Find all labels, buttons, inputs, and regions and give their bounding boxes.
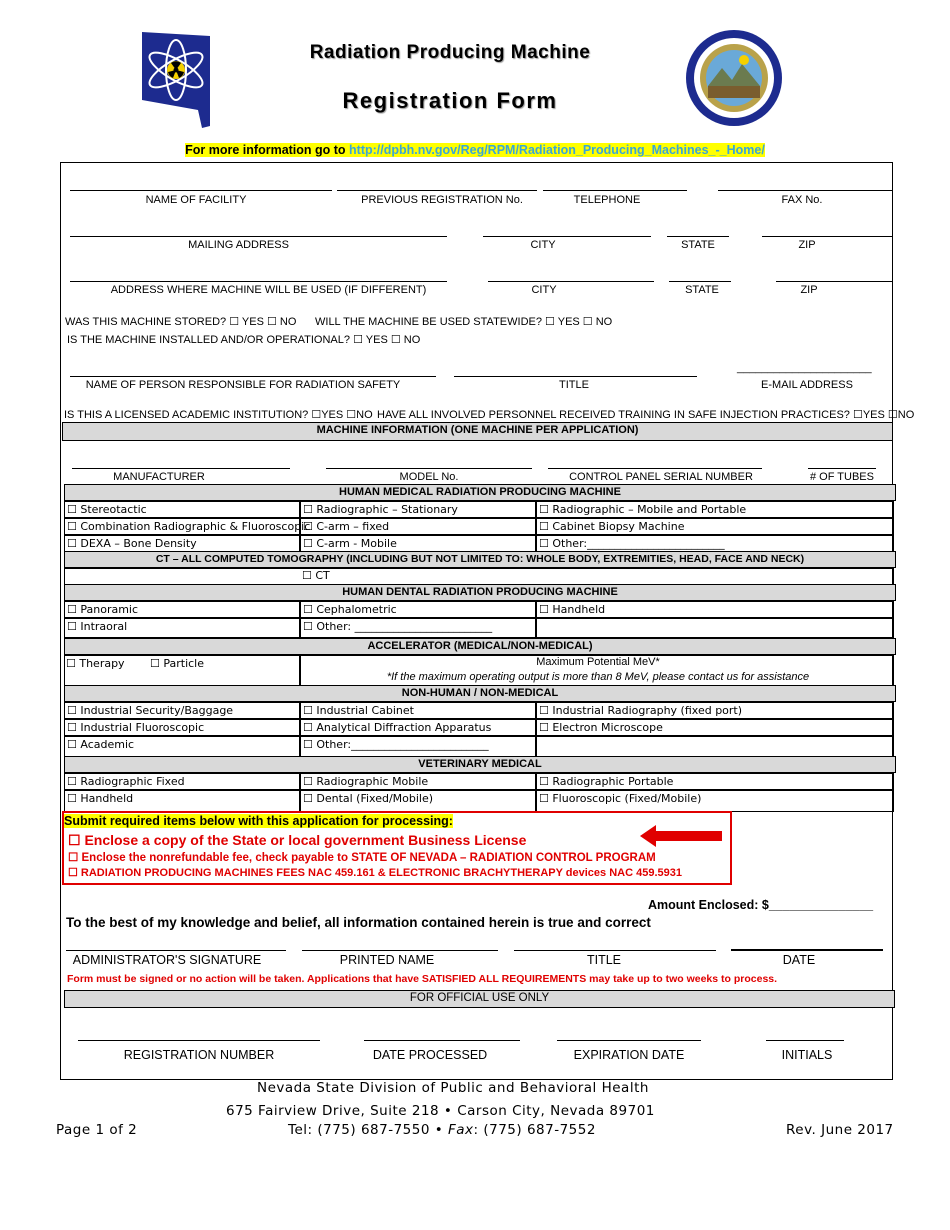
opt-particle[interactable]: ☐ Particle [150,657,205,670]
opt-vet-dental[interactable]: ☐ Dental (Fixed/Mobile) [300,790,536,812]
opt-panoramic[interactable]: ☐ Panoramic [64,601,300,618]
required-heading: Submit required items below with this application for processing: [64,814,453,828]
opt-carm-fixed[interactable]: ☐ C-arm – fixed [300,518,536,535]
page-number: Page 1 of 2 [56,1122,138,1138]
opt-academic[interactable]: ☐ Academic [64,736,300,757]
mailing-address-label: MAILING ADDRESS [188,239,289,251]
info-url-link[interactable]: http://dpbh.nv.gov/Reg/RPM/Radiation_Producing_Machines_-_Home/ [349,143,765,157]
facility-name-label: NAME OF FACILITY [145,194,247,206]
nevada-seal [684,28,784,128]
opt-cephalometric[interactable]: ☐ Cephalometric [300,601,536,618]
fax-label: FAX No. [781,194,823,206]
footer-tel: Tel: (775) 687-7550 • [288,1122,448,1138]
ct-header: CT – ALL COMPUTED TOMOGRAPHY (INCLUDING BUT NOT LIMITED TO: WHOLE BODY, EXTREMITIES, HEAD, FACE AND NECK) [64,551,896,568]
city2-label: CITY [531,284,557,296]
sig-date-label: DATE [782,953,816,967]
opt-industrial-radiography[interactable]: ☐ Industrial Radiography (fixed port) [536,702,894,719]
revision-date: Rev. June 2017 [786,1122,894,1138]
stored-question[interactable]: WAS THIS MACHINE STORED? ☐ YES ☐ NO [65,316,297,328]
initials-label: INITIALS [781,1048,833,1062]
opt-vet-rad-fixed[interactable]: ☐ Radiographic Fixed [64,773,300,790]
info-line [0,143,950,157]
opt-analytical-diffraction[interactable]: ☐ Analytical Diffraction Apparatus [300,719,536,736]
machine-address-label: ADDRESS WHERE MACHINE WILL BE USED (IF DIFFERENT) [110,284,427,296]
opt-dental-other[interactable]: ☐ Other: _________________________ [300,618,536,638]
state2-label: STATE [685,284,719,296]
footer-agency: Nevada State Division of Public and Behavioral Health [257,1080,649,1096]
form-title-line1: Radiation Producing Machine [309,42,591,63]
model-label: MODEL No. [399,471,459,483]
telephone-label: TELEPHONE [573,194,641,206]
state-label: STATE [681,239,715,251]
opt-cabinet-biopsy[interactable]: ☐ Cabinet Biopsy Machine [536,518,894,535]
admin-signature-label: ADMINISTRATOR'S SIGNATURE [72,953,262,967]
sig-title-label: TITLE [586,953,622,967]
registration-number-label: REGISTRATION NUMBER [123,1048,275,1062]
opt-nonhuman-other[interactable]: ☐ Other:_________________________ [300,736,536,757]
opt-dexa[interactable]: ☐ DEXA – Bone Density [64,535,300,552]
training-question[interactable]: HAVE ALL INVOLVED PERSONNEL RECEIVED TRAINING IN SAFE INJECTION PRACTICES? ☐YES ☐NO [377,409,915,421]
radiation-logo [140,30,214,130]
human-medical-header: HUMAN MEDICAL RADIATION PRODUCING MACHINE [64,484,896,501]
opt-industrial-cabinet[interactable]: ☐ Industrial Cabinet [300,702,536,719]
footer-fax-number: : (775) 687-7552 [473,1122,596,1138]
opt-stereotactic[interactable]: ☐ Stereotactic [64,501,300,518]
manufacturer-label: MANUFACTURER [113,471,205,483]
opt-carm-mobile[interactable]: ☐ C-arm - Mobile [300,535,536,552]
zip2-label: ZIP [800,284,818,296]
red-arrow-icon [640,825,724,847]
required-fee[interactable]: ☐ Enclose the nonrefundable fee, check payable to STATE OF NEVADA – RADIATION CONTROL PROGRAM [68,852,656,864]
opt-industrial-security[interactable]: ☐ Industrial Security/Baggage [64,702,300,719]
opt-human-other[interactable]: ☐ Other:_________________________ [536,535,894,552]
opt-combination-rad-fluoro[interactable]: ☐ Combination Radiographic & Fluoroscopic [64,518,300,535]
email-underline: ______________________ [737,362,872,374]
printed-name-label: PRINTED NAME [339,953,435,967]
nonhuman-header: NON-HUMAN / NON-MEDICAL [64,685,896,702]
opt-electron-microscope[interactable]: ☐ Electron Microscope [536,719,894,736]
expiration-date-label: EXPIRATION DATE [573,1048,685,1062]
title-label: TITLE [559,379,589,391]
vet-header: VETERINARY MEDICAL [64,756,896,773]
opt-vet-handheld[interactable]: ☐ Handheld [64,790,300,812]
footer-phone [288,1122,596,1138]
installed-question[interactable]: IS THE MACHINE INSTALLED AND/OR OPERATIONAL? ☐ YES ☐ NO [67,334,421,346]
academic-question[interactable]: IS THIS A LICENSED ACADEMIC INSTITUTION? ☐YES ☐NO [64,409,373,421]
form-title-line2: Registration Form [342,88,558,113]
opt-dental-handheld[interactable]: ☐ Handheld [536,601,894,618]
accelerator-header: ACCELERATOR (MEDICAL/NON-MEDICAL) [64,638,896,655]
serial-label: CONTROL PANEL SERIAL NUMBER [569,471,753,483]
attestation: To the best of my knowledge and belief, all information contained herein is true and correct [66,915,651,930]
info-prefix: For more information go to [185,143,350,157]
opt-vet-rad-mobile[interactable]: ☐ Radiographic Mobile [300,773,536,790]
official-use-header: FOR OFFICIAL USE ONLY [64,990,895,1008]
opt-vet-rad-portable[interactable]: ☐ Radiographic Portable [536,773,894,790]
email-label: E-MAIL ADDRESS [761,379,853,391]
max-mev-label: Maximum Potential MeV* [536,656,660,668]
opt-ct[interactable]: ☐ CT [302,569,330,582]
footer-fax-label: Fax [447,1122,474,1138]
opt-intraoral[interactable]: ☐ Intraoral [64,618,300,638]
mev-note: *If the maximum operating output is more than 8 MeV, please contact us for assistance [386,671,810,683]
dental-empty-cell [536,618,894,638]
responsible-person-label: NAME OF PERSON RESPONSIBLE FOR RADIATION SAFETY [85,379,401,391]
footer-address: 675 Fairview Drive, Suite 218 • Carson City, Nevada 89701 [226,1103,655,1119]
opt-industrial-fluoroscopic[interactable]: ☐ Industrial Fluoroscopic [64,719,300,736]
signature-warning: Form must be signed or no action will be taken. Applications that have SATISFIED ALL REQUIREMENTS may take up to two weeks to process. [67,973,778,985]
zip-label: ZIP [798,239,816,251]
ct-row [64,568,894,585]
city-label: CITY [530,239,556,251]
machine-info-header: MACHINE INFORMATION (ONE MACHINE PER APPLICATION) [62,422,893,441]
date-processed-label: DATE PROCESSED [372,1048,488,1062]
statewide-question[interactable]: WILL THE MACHINE BE USED STATEWIDE? ☐ YES ☐ NO [315,316,613,328]
required-business-license[interactable]: ☐ Enclose a copy of the State or local government Business License [68,832,527,848]
dental-header: HUMAN DENTAL RADIATION PRODUCING MACHINE [64,584,896,601]
opt-therapy[interactable]: ☐ Therapy [66,657,125,670]
nonhuman-empty-cell [536,736,894,757]
opt-vet-fluoroscopic[interactable]: ☐ Fluoroscopic (Fixed/Mobile) [536,790,894,812]
prev-registration-label: PREVIOUS REGISTRATION No. [361,194,523,206]
opt-radiographic-stationary[interactable]: ☐ Radiographic – Stationary [300,501,536,518]
amount-enclosed[interactable]: Amount Enclosed: $_______________ [648,898,874,912]
tubes-label: # OF TUBES [810,471,874,483]
opt-radiographic-mobile-portable[interactable]: ☐ Radiographic – Mobile and Portable [536,501,894,518]
required-fees-nac[interactable]: ☐ RADIATION PRODUCING MACHINES FEES NAC 459.161 & ELECTRONIC BRACHYTHERAPY devices NAC 459.5931 [68,867,682,879]
